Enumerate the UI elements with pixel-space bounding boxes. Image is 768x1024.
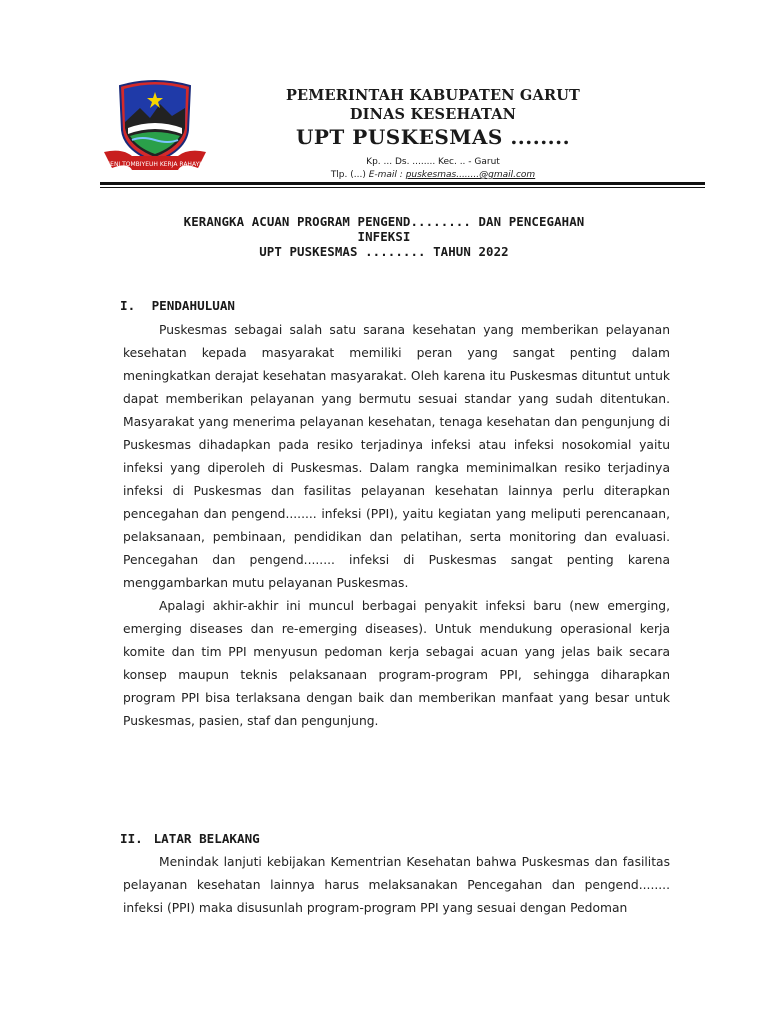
garut-regency-logo <box>102 78 208 178</box>
letterhead-divider-thin <box>100 187 705 188</box>
section-title: PENDAHULUAN <box>151 298 235 313</box>
section-title: LATAR BELAKANG <box>153 831 260 846</box>
contact-line <box>200 169 666 181</box>
government-name: PEMERINTAH KABUPATEN GARUT <box>285 87 581 104</box>
address-line: Kp. ... Ds. ........ Kec. .. - Garut <box>366 157 500 167</box>
title-line-2: INFEKSI <box>357 229 411 244</box>
paragraph: Puskesmas sebagai salah satu sarana kesehatan yang memberikan pelayanan kesehatan kepada masyarakat memiliki peran yang sangat penting dalam meningkatkan derajat kesehatan masyarakat. Oleh karena itu Puskesmas dituntut untuk dapat memberikan pelayanan yang bermutu sesuai standar yang sudah ditentukan. Masyarakat yang menerima pelayanan kesehatan, tenaga kesehatan dan pengunjung di Puskesmas dihadapkan pada resiko terjadinya infeksi atau infeksi nosokomial yaitu infeksi yang diperoleh di Puskesmas. Dalam rangka meminimalkan resiko terjadinya infeksi di Puskesmas dan fasilitas pelayanan kesehatan lainnya perlu diterapkan pencegahan dan pengend........ infeksi (PPI), yaitu kegiatan yang meliputi perencanaan, pelaksanaan, pembinaan, pendidikan dan pelatihan, serta monitoring dan evaluasi. Pencegahan dan pengend........ infeksi di Puskesmas sangat penting karena menggambarkan mutu pelayanan Puskesmas. <box>123 323 670 590</box>
letterhead-divider-thick <box>100 182 705 185</box>
institution-name: UPT PUSKESMAS ........ <box>295 125 571 149</box>
paragraph: Menindak lanjuti kebijakan Kementrian Kesehatan bahwa Puskesmas dan fasilitas pelayanan kesehatan lainnya harus melaksanakan Pencegahan dan pengend........ infeksi (PPI) maka disusunlah program-program PPI yang sesuai dengan Pedoman <box>123 855 670 915</box>
title-line-3: UPT PUSKESMAS ........ TAHUN 2022 <box>259 244 509 259</box>
section-body-latar-belakang <box>123 851 670 920</box>
section-number: I. <box>120 298 136 313</box>
section-heading-pendahuluan <box>120 298 235 313</box>
logo-motto: SENI TOMBIYEUH KERJA RAHAYU <box>106 161 204 168</box>
document-title <box>108 214 660 259</box>
phone-text: Tlp. (...) <box>330 170 369 180</box>
email-link[interactable]: puskesmas........@gmail.com <box>405 170 536 180</box>
title-line-1: KERANGKA ACUAN PROGRAM PENGEND........ DAN PENCEGAHAN <box>183 214 585 229</box>
section-heading-latar-belakang <box>120 831 260 846</box>
agency-name: DINAS KESEHATAN <box>349 106 517 123</box>
email-label: E-mail : <box>368 170 406 180</box>
section-body-pendahuluan <box>123 319 670 733</box>
section-number: II. <box>120 831 143 846</box>
letterhead <box>200 86 666 181</box>
paragraph: Apalagi akhir-akhir ini muncul berbagai penyakit infeksi baru (new emerging, emerging diseases dan re-emerging diseases). Untuk mendukung operasional kerja komite dan tim PPI menyusun pedoman kerja sebagai acuan yang jelas baik secara konsep maupun teknis pelaksanaan program-program PPI, sehingga diharapkan program PPI bisa terlaksana dengan baik dan memberikan manfaat yang besar untuk Puskesmas, pasien, staf dan pengunjung. <box>123 599 670 728</box>
